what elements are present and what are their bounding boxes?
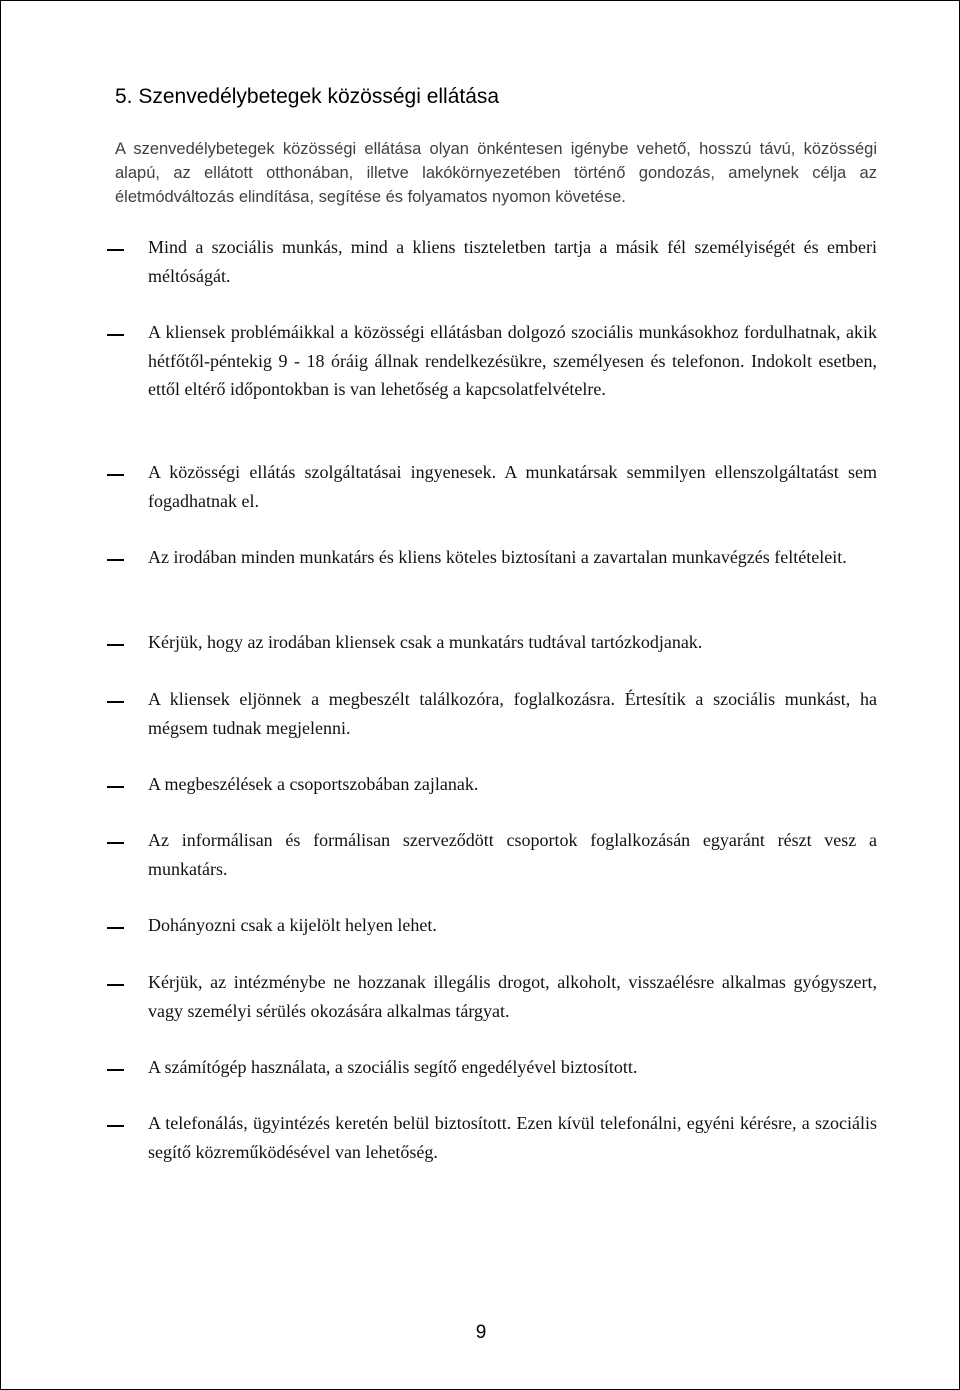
list-item-text: A megbeszélések a csoportszobában zajlanak. [148,774,479,794]
list-item-text: A kliensek eljönnek a megbeszélt találkozóra, foglalkozásra. Értesítik a szociális munkást, ha mégsem tudnak megjelenni. [148,689,877,738]
list-item [107,628,877,657]
dash-bullet [107,334,124,336]
section-heading: 5. Szenvedélybetegek közösségi ellátása [115,85,500,108]
dash-bullet [107,1125,124,1127]
dash-bullet [107,984,124,986]
list-item [107,911,877,940]
list-item-text: Dohányozni csak a kijelölt helyen lehet. [148,915,437,935]
list-item-text: Kérjük, az intézménybe ne hozzanak illegális drogot, alkoholt, visszaélésre alkalmas gyógyszert, vagy személyi sérülés okozására alkalmas tárgyat. [148,972,877,1021]
intro-paragraph: A szenvedélybetegek közösségi ellátása olyan önkéntesen igénybe vehető, hosszú távú, közösségi alapú, az ellátott otthonában, illetve lakókörnyezetében történő gondozás, amelynek célja az életmódváltozás elindítása, segítése és folyamatos nyomon követése. [115,140,877,206]
list-item-text: Mind a szociális munkás, mind a kliens tiszteletben tartja a másik fél személyiségét és emberi méltóságát. [148,237,877,286]
list-item-text: A telefonálás, ügyintézés keretén belül biztosított. Ezen kívül telefonálni, egyéni kérésre, a szociális segítő közreműködésével van lehetőség. [148,1113,877,1162]
list-item [107,1053,877,1082]
list-item [107,458,877,515]
list-item [107,968,877,1025]
dash-bullet [107,644,124,646]
list-item-text: A közösségi ellátás szolgáltatásai ingyenesek. A munkatársak semmilyen ellenszolgáltatást sem fogadhatnak el. [148,462,877,511]
page-number: 9 [475,1322,487,1343]
dash-bullet [107,786,124,788]
list-item-text: Az informálisan és formálisan szerveződött csoportok foglalkozásán egyaránt részt vesz a munkatárs. [148,830,877,879]
list-item-text: Az irodában minden munkatárs és kliens köteles biztosítani a zavartalan munkavégzés feltételeit. [148,547,847,567]
dash-bullet [107,842,124,844]
dash-bullet [107,1069,124,1071]
list-item [107,1109,877,1166]
dash-bullet [107,249,124,251]
list-item-text: A számítógép használata, a szociális segítő engedélyével biztosított. [148,1057,638,1077]
list-item [107,770,877,799]
list-item [107,543,877,572]
list-item [107,685,877,742]
list-item [107,826,877,883]
list-item-text: A kliensek problémáikkal a közösségi ellátásban dolgozó szociális munkásokhoz fordulhatnak, akik hétfőtől-péntekig 9 - 18 óráig állnak rendelkezésükre, személyesen és telefonon. Indokolt esetben, ettől eltérő időpontokban is van lehetőség a kapcsolatfelvételre. [148,322,877,399]
list-item-text: Kérjük, hogy az irodában kliensek csak a munkatárs tudtával tartózkodjanak. [148,632,703,652]
dash-bullet [107,559,124,561]
dash-bullet [107,927,124,929]
list-item [107,233,877,290]
dash-bullet [107,701,124,703]
dash-bullet [107,474,124,476]
list-item [107,318,877,404]
